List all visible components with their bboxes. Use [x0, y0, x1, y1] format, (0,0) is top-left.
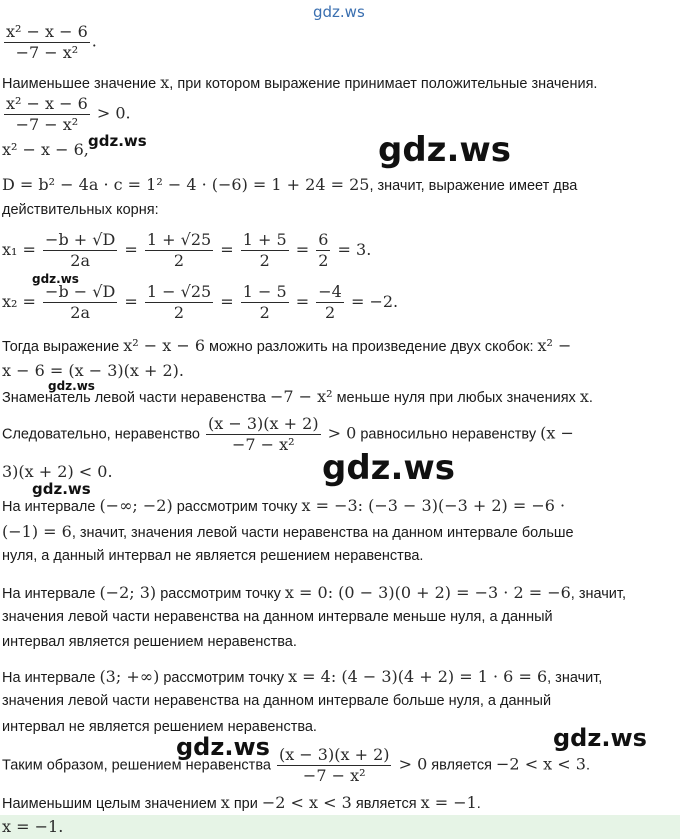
interval-2-text: интервал является решением неравенства. [2, 634, 297, 650]
text: , значит, выражение имеет два [369, 178, 578, 194]
denominator: 2a [70, 251, 91, 270]
punct: . [588, 390, 593, 406]
denominator-text [2, 387, 593, 406]
numerator: −b − √D [45, 282, 116, 301]
numerator: x² − x − 6 [6, 22, 88, 41]
fraction [145, 282, 213, 323]
interval-1-text: нуля, а данный интервал не является решением неравенства. [2, 548, 424, 564]
math: −7 − x² [269, 387, 333, 406]
text: рассмотрим точку [159, 670, 289, 686]
task-text [2, 73, 597, 92]
text: при [229, 796, 262, 812]
text: Наименьшее значение [2, 76, 161, 92]
interval-3-text [2, 667, 602, 686]
math: x = −1 [420, 793, 477, 812]
math: (x − [540, 423, 574, 443]
fraction [145, 230, 213, 271]
denominator: −7 − x² [231, 435, 295, 454]
numerator: 1 − 5 [242, 282, 287, 301]
text: На интервале [2, 586, 100, 602]
denominator: −7 − x² [15, 115, 79, 134]
text: На интервале [2, 670, 100, 686]
text: Наименьшим целым значением [2, 796, 221, 812]
text: является [427, 757, 497, 774]
answer-box [0, 815, 680, 839]
math: x [220, 793, 230, 812]
interval-3-text: интервал не является решением неравенства. [2, 719, 317, 735]
text-line: действительных корня: [2, 202, 159, 218]
numerator: x² − x − 6 [6, 94, 88, 113]
text: Знаменатель левой части неравенства [2, 390, 270, 406]
text: , значит, [570, 586, 626, 602]
lhs: x₂ = [2, 292, 36, 311]
text: Следовательно, неравенство [2, 426, 205, 443]
denominator: 2 [259, 303, 270, 322]
equivalent-text [2, 414, 574, 455]
lhs: x₁ = [2, 240, 36, 259]
numerator: 1 + 5 [242, 230, 287, 249]
text: , при котором выражение принимает положительные значения. [169, 76, 598, 92]
text: можно разложить на произведение двух скобок: [205, 339, 538, 355]
fraction [316, 282, 344, 323]
expression-line [2, 22, 97, 63]
fraction [206, 414, 321, 455]
denominator: −7 − x² [15, 43, 79, 62]
text: Тогда выражение [2, 339, 124, 355]
discriminant-math: D = b² − 4a · c = 1² − 4 · (−6) = 1 + 24 = 25 [2, 175, 370, 194]
math: x = 0: (0 − 3)(0 + 2) = −3 · 2 = −6 [284, 583, 571, 602]
denominator: 2 [324, 303, 336, 322]
fraction [277, 745, 392, 786]
numerator: (x − 3)(x + 2) [278, 745, 390, 764]
discriminant-line [2, 175, 577, 194]
math: > 0 [393, 754, 428, 774]
numerator: −b + √D [45, 230, 116, 249]
watermark: gdz.ws [88, 132, 147, 150]
expression-fraction [4, 22, 90, 63]
interval-3-text: значения левой части неравенства на данном интервале больше нуля, а данный [2, 693, 552, 709]
text: На интервале [2, 499, 100, 515]
numerator: 6 [318, 230, 329, 249]
watermark: gdz.ws [32, 272, 79, 286]
inequality-fraction [4, 94, 90, 135]
quadratic-line: x² − x − 6, [2, 140, 89, 159]
math: > 0 [322, 423, 357, 443]
math: x² − x − 6 [123, 336, 205, 355]
math: x [160, 73, 170, 92]
text: рассмотрим точку [172, 499, 302, 515]
watermark: gdz.ws [553, 724, 647, 752]
factor-text [2, 336, 571, 355]
denominator: 2 [259, 251, 270, 270]
interval-2-text: значения левой части неравенства на данном интервале меньше нуля, а данный [2, 609, 553, 625]
math: −2 < x < 3 [261, 793, 352, 812]
text: , значит, [547, 670, 603, 686]
denominator: −7 − x² [302, 766, 366, 785]
numerator: (x − 3)(x + 2) [208, 414, 319, 433]
inequality-tail: > 0. [91, 103, 131, 123]
math: (−1) = 6 [2, 522, 72, 541]
text: равносильно неравенству [356, 426, 541, 443]
answer-text: x = −1. [2, 817, 64, 836]
denominator: 2 [173, 251, 185, 270]
text: рассмотрим точку [156, 586, 285, 602]
interval-2-text [2, 583, 626, 602]
math: −2 < x < 3 [496, 754, 586, 774]
interval-1-text [2, 496, 565, 515]
fraction [316, 230, 330, 271]
punct: . [585, 757, 590, 774]
math: (3; +∞) [99, 667, 160, 686]
numerator: 1 + √25 [146, 230, 212, 249]
fraction [43, 282, 117, 323]
fraction [241, 230, 289, 271]
inequality-line [2, 94, 131, 135]
math: x [579, 387, 589, 406]
watermark: gdz.ws [378, 130, 512, 170]
watermark-top: gdz.ws [313, 3, 365, 21]
interval-1-text [2, 522, 574, 541]
root-x2: x₂ = $\frac{-b - √D}{2a}$ = $\frac{1 - √25}{2}$ = $\frac{1 - 5}{2}$ = $\frac{-4}{2}$ = −2. [2, 282, 399, 322]
watermark: gdz.ws [32, 480, 91, 498]
root-x1: x₁ = $\frac{-b + √D}{2a}$ = $\frac{1 + √25}{2}$ = $\frac{1 + 5}{2}$ = $\frac{6}{2}$ = 3. [2, 230, 372, 270]
punct: . [91, 31, 97, 51]
denominator: 2a [70, 303, 91, 322]
watermark: gdz.ws [176, 733, 270, 761]
watermark: gdz.ws [322, 448, 456, 488]
text: является [351, 796, 421, 812]
text: , значит, значения левой части неравенства на данном интервале больше [71, 525, 574, 541]
text: Таким образом, решением неравенства [2, 757, 275, 774]
numerator: −4 [318, 282, 342, 301]
denominator: 2 [173, 303, 185, 322]
smallest-integer-text [2, 793, 481, 812]
conclusion-text [2, 745, 590, 786]
numerator: 1 − √25 [146, 282, 212, 301]
math: (−2; 3) [99, 583, 157, 602]
result: = −2. [350, 292, 399, 311]
fraction [241, 282, 289, 323]
result: = 3. [337, 240, 372, 259]
equivalent-math: 3)(x + 2) < 0. [2, 462, 113, 481]
fraction [43, 230, 117, 271]
math: x = −3: (−3 − 3)(−3 + 2) = −6 · [301, 496, 566, 515]
factor-math: x − 6 = (x − 3)(x + 2). [2, 361, 184, 380]
math: (−∞; −2) [99, 496, 173, 515]
math: x² − [537, 336, 572, 355]
math: x = 4: (4 − 3)(4 + 2) = 1 · 6 = 6 [288, 667, 548, 686]
text: меньше нуля при любых значениях [332, 390, 580, 406]
denominator: 2 [318, 251, 329, 270]
watermark: gdz.ws [48, 379, 95, 393]
punct: . [476, 796, 481, 812]
